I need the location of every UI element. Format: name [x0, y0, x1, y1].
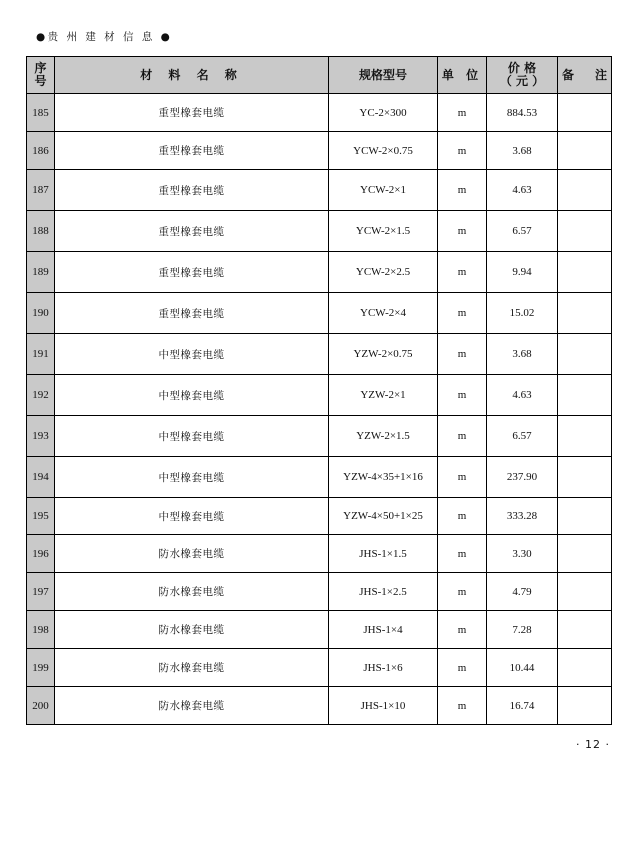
cell-note	[558, 573, 612, 611]
cell-index: 198	[27, 611, 55, 649]
table-row	[27, 252, 612, 293]
cell-price: 7.28	[487, 611, 558, 649]
cell-spec: YCW-2×0.75	[329, 132, 438, 170]
cell-unit: m	[438, 132, 487, 170]
cell-index: 190	[27, 293, 55, 334]
cell-index: 192	[27, 375, 55, 416]
cell-price: 4.63	[487, 170, 558, 211]
cell-index: 194	[27, 457, 55, 498]
cell-unit: m	[438, 457, 487, 498]
cell-material-name: 中型橡套电缆	[55, 457, 329, 498]
cell-spec: JHS-1×2.5	[329, 573, 438, 611]
cell-spec: JHS-1×1.5	[329, 535, 438, 573]
cell-note	[558, 334, 612, 375]
cell-price: 10.44	[487, 649, 558, 687]
cell-unit: m	[438, 649, 487, 687]
table-row	[27, 170, 612, 211]
cell-unit: m	[438, 293, 487, 334]
cell-unit: m	[438, 687, 487, 725]
cell-note	[558, 457, 612, 498]
column-header-index-top: 序	[34, 61, 47, 75]
price-table	[26, 56, 612, 725]
cell-note	[558, 687, 612, 725]
cell-unit: m	[438, 334, 487, 375]
cell-price: 3.30	[487, 535, 558, 573]
cell-index: 195	[27, 498, 55, 535]
table-row	[27, 573, 612, 611]
cell-material-name: 重型橡套电缆	[55, 94, 329, 132]
cell-note	[558, 375, 612, 416]
column-header-price-top: 价 格	[507, 61, 537, 75]
table-row	[27, 293, 612, 334]
table-row	[27, 375, 612, 416]
cell-price: 884.53	[487, 94, 558, 132]
cell-spec: YC-2×300	[329, 94, 438, 132]
cell-unit: m	[438, 416, 487, 457]
table-row	[27, 416, 612, 457]
column-header-price-bottom: （ 元 ）	[499, 74, 545, 88]
column-header-name: 材 料 名 称	[55, 57, 329, 94]
table-body	[27, 94, 612, 725]
table-row	[27, 132, 612, 170]
cell-unit: m	[438, 535, 487, 573]
cell-index: 196	[27, 535, 55, 573]
cell-material-name: 重型橡套电缆	[55, 132, 329, 170]
table-row	[27, 535, 612, 573]
cell-unit: m	[438, 252, 487, 293]
cell-index: 193	[27, 416, 55, 457]
cell-note	[558, 252, 612, 293]
column-header-index	[27, 57, 55, 94]
cell-index: 188	[27, 211, 55, 252]
cell-index: 191	[27, 334, 55, 375]
cell-price: 6.57	[487, 416, 558, 457]
cell-price: 16.74	[487, 687, 558, 725]
cell-note	[558, 293, 612, 334]
table-row	[27, 498, 612, 535]
cell-material-name: 中型橡套电缆	[55, 416, 329, 457]
cell-price: 6.57	[487, 211, 558, 252]
cell-spec: YCW-2×2.5	[329, 252, 438, 293]
cell-note	[558, 611, 612, 649]
cell-price: 9.94	[487, 252, 558, 293]
cell-material-name: 中型橡套电缆	[55, 334, 329, 375]
cell-price: 15.02	[487, 293, 558, 334]
cell-price: 4.63	[487, 375, 558, 416]
cell-note	[558, 416, 612, 457]
cell-spec: YZW-2×0.75	[329, 334, 438, 375]
table-header-row	[27, 57, 612, 94]
table-row	[27, 94, 612, 132]
cell-note	[558, 535, 612, 573]
column-header-note-right: 注	[594, 67, 607, 82]
cell-material-name: 重型橡套电缆	[55, 170, 329, 211]
cell-spec: YZW-4×35+1×16	[329, 457, 438, 498]
cell-spec: YCW-2×1.5	[329, 211, 438, 252]
cell-material-name: 防水橡套电缆	[55, 611, 329, 649]
table-row	[27, 211, 612, 252]
cell-material-name: 防水橡套电缆	[55, 535, 329, 573]
cell-unit: m	[438, 611, 487, 649]
column-header-unit: 单 位	[438, 57, 487, 94]
cell-spec: YCW-2×1	[329, 170, 438, 211]
cell-index: 187	[27, 170, 55, 211]
table-row	[27, 457, 612, 498]
cell-material-name: 防水橡套电缆	[55, 573, 329, 611]
cell-material-name: 防水橡套电缆	[55, 649, 329, 687]
cell-spec: YZW-2×1	[329, 375, 438, 416]
column-header-price	[487, 57, 558, 94]
cell-note	[558, 170, 612, 211]
cell-index: 199	[27, 649, 55, 687]
table-row	[27, 334, 612, 375]
page-number: · 12 ·	[576, 738, 610, 751]
cell-unit: m	[438, 94, 487, 132]
cell-note	[558, 211, 612, 252]
publication-header: ●贵 州 建 材 信 息 ●	[36, 31, 173, 43]
cell-spec: YZW-2×1.5	[329, 416, 438, 457]
cell-unit: m	[438, 211, 487, 252]
cell-price: 4.79	[487, 573, 558, 611]
cell-index: 200	[27, 687, 55, 725]
cell-note	[558, 649, 612, 687]
cell-spec: JHS-1×4	[329, 611, 438, 649]
cell-unit: m	[438, 573, 487, 611]
cell-material-name: 防水橡套电缆	[55, 687, 329, 725]
cell-index: 189	[27, 252, 55, 293]
cell-material-name: 重型橡套电缆	[55, 211, 329, 252]
cell-price: 3.68	[487, 132, 558, 170]
cell-index: 186	[27, 132, 55, 170]
cell-index: 197	[27, 573, 55, 611]
cell-note	[558, 94, 612, 132]
cell-index: 185	[27, 94, 55, 132]
cell-price: 3.68	[487, 334, 558, 375]
cell-material-name: 重型橡套电缆	[55, 252, 329, 293]
cell-material-name: 重型橡套电缆	[55, 293, 329, 334]
cell-spec: YCW-2×4	[329, 293, 438, 334]
table-row	[27, 687, 612, 725]
table-row	[27, 611, 612, 649]
column-header-spec: 规格型号	[329, 57, 438, 94]
cell-unit: m	[438, 170, 487, 211]
cell-note	[558, 498, 612, 535]
cell-note	[558, 132, 612, 170]
cell-material-name: 中型橡套电缆	[55, 498, 329, 535]
cell-spec: JHS-1×6	[329, 649, 438, 687]
table-row	[27, 649, 612, 687]
cell-unit: m	[438, 375, 487, 416]
cell-price: 333.28	[487, 498, 558, 535]
column-header-note-left: 备	[562, 67, 575, 82]
column-header-index-bottom: 号	[34, 74, 47, 88]
cell-unit: m	[438, 498, 487, 535]
column-header-note	[558, 57, 612, 94]
cell-material-name: 中型橡套电缆	[55, 375, 329, 416]
cell-spec: JHS-1×10	[329, 687, 438, 725]
cell-spec: YZW-4×50+1×25	[329, 498, 438, 535]
cell-price: 237.90	[487, 457, 558, 498]
